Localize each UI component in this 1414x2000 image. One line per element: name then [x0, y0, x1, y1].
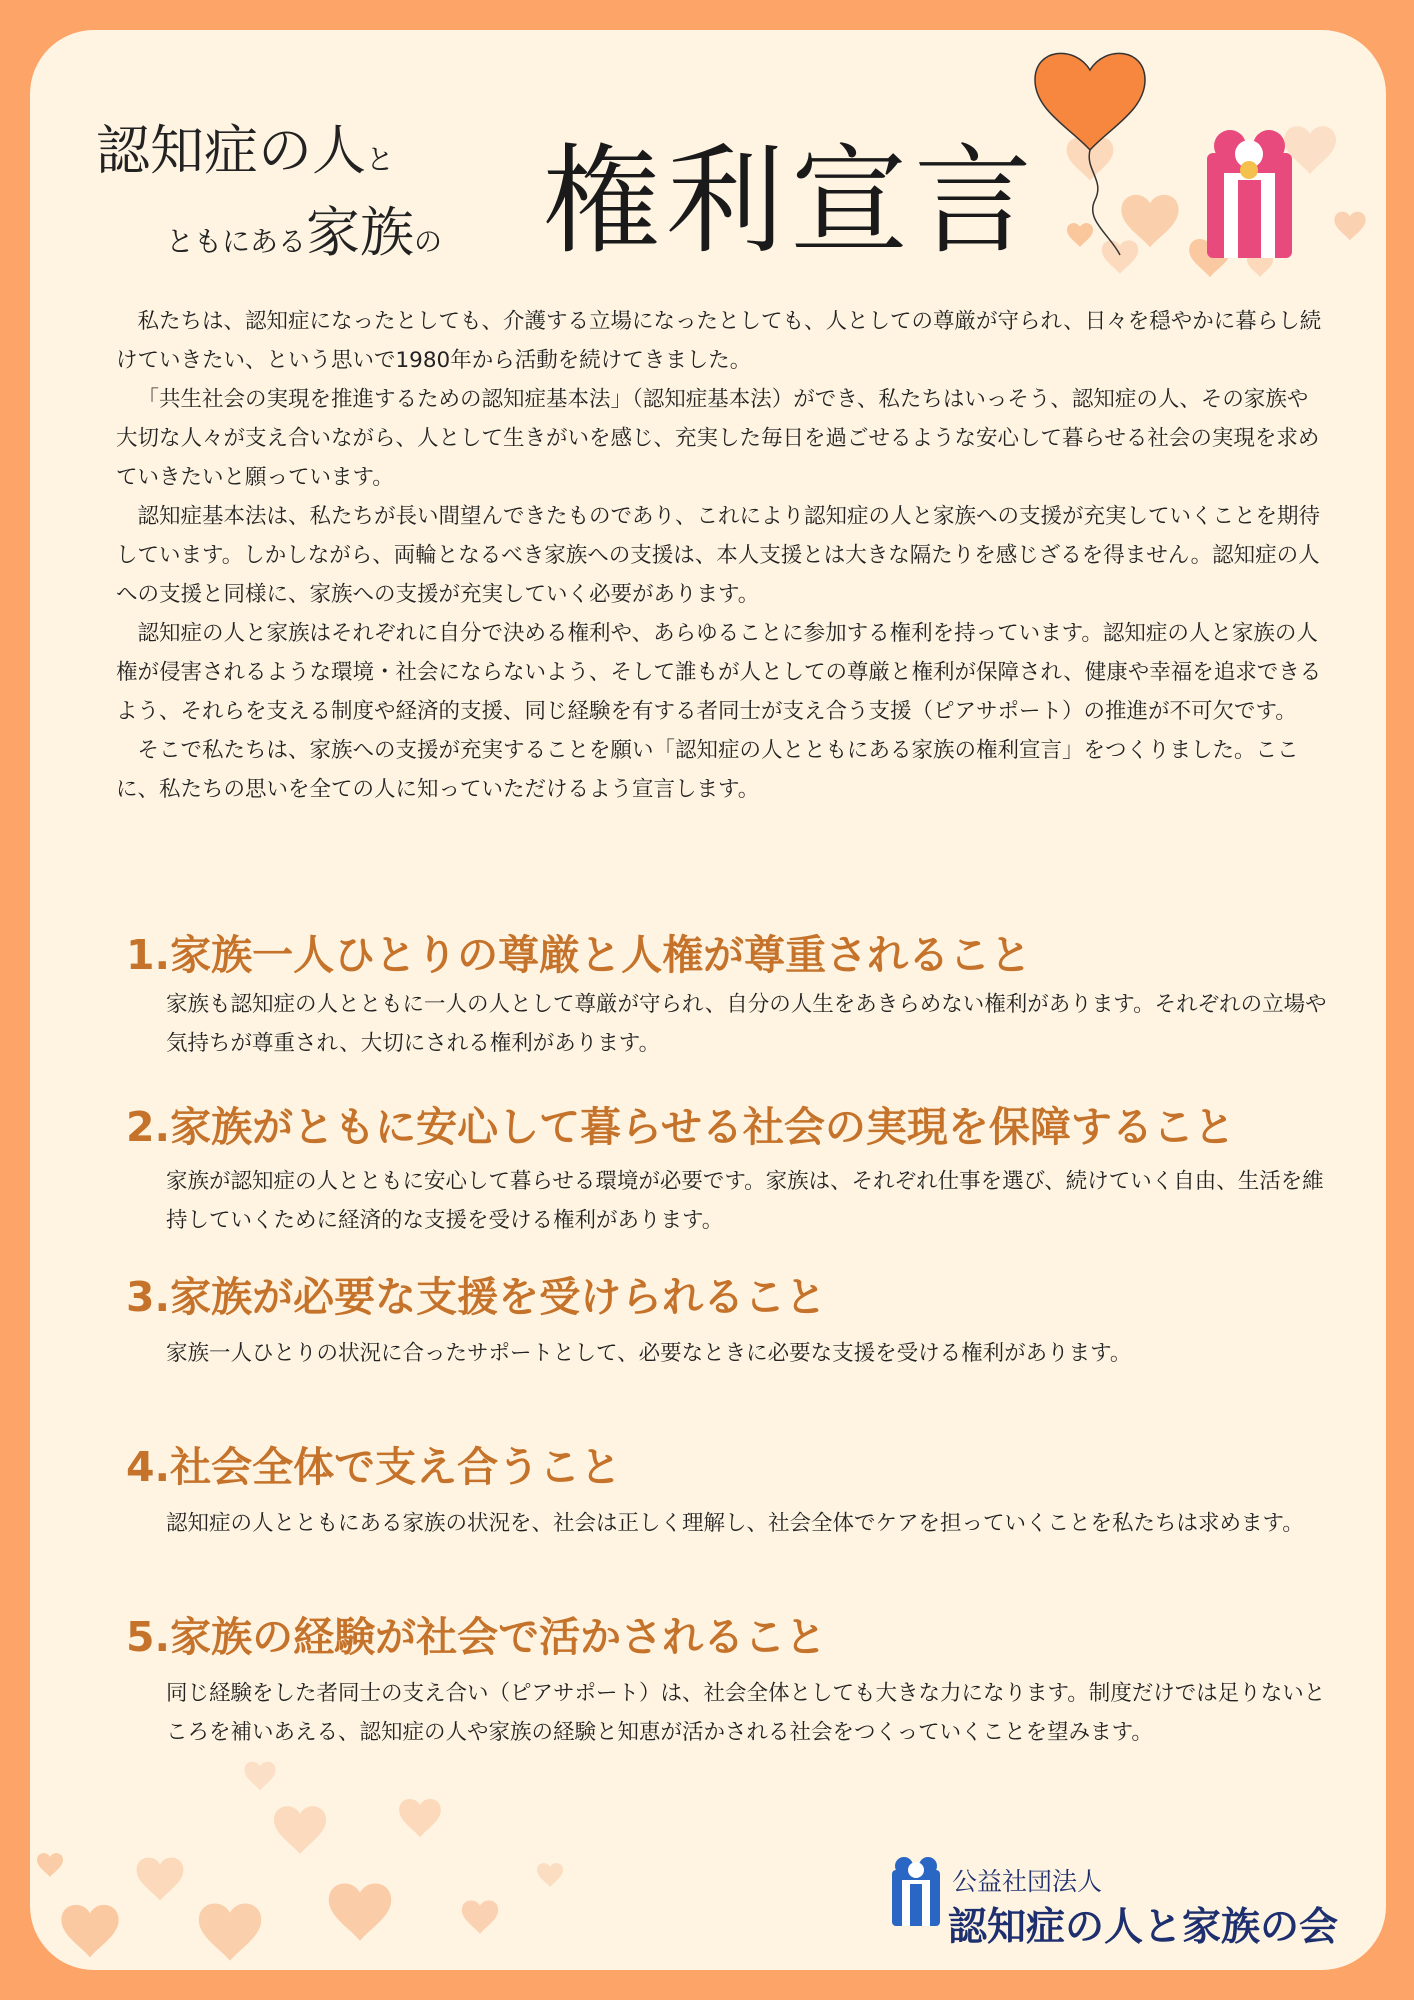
intro-paragraph: 認知症基本法は、私たちが長い間望んできたものであり、これにより認知症の人と家族への支援が充実していくことを期待しています。しかしながら、両輪となるべき家族への支援は、本人支援とは大きな隔たりを感じざるを得ません。認知症の人への支援と同様に、家族への支援が充実していく必要があります。	[116, 504, 1321, 607]
title-line1: 認知症の人と	[96, 119, 395, 182]
heart-balloon-icon	[1025, 40, 1155, 280]
section-heading-2: 2.家族がともに安心して暮らせる社会の実現を保障すること	[126, 1103, 1235, 1151]
section-body-2: 家族が認知症の人とともに安心して暮らせる環境が必要です。家族は、それぞれ仕事を選び、続けていく自由、生活を維持していくために経済的な支援を受ける権利があります。	[166, 1169, 1324, 1233]
org-type: 公益社団法人	[952, 1867, 1103, 1896]
section-body-1: 家族も認知症の人とともに一人の人として尊厳が守られ、自分の人生をあきらめない権利があります。それぞれの立場や気持ちが尊重され、大切にされる権利があります。	[166, 992, 1327, 1056]
section-heading-5: 5.家族の経験が社会で活かされること	[126, 1613, 827, 1661]
section-heading-4: 4.社会全体で支え合うこと	[126, 1443, 622, 1491]
section-body-5: 同じ経験をした者同士の支え合い（ピアサポート）は、社会全体としても大きな力になります。制度だけでは足りないところを補いあえる、認知症の人や家族の経験と知恵が活かされる社会をつくっていくことを望みます。	[166, 1681, 1326, 1745]
title-line2: ともにある家族の	[166, 201, 443, 264]
heart-cluster-bottom	[30, 1750, 630, 1970]
intro-paragraph: 「共生社会の実現を推進するための認知症基本法」（認知症基本法）ができ、私たちはいっそう、認知症の人、その家族や大切な人々が支え合いながら、人として生きがいを感じ、充実した毎日を過ごせるような安心して暮らせる社会の実現を求めていきたいと願っています。	[116, 387, 1320, 490]
section-heading-3: 3.家族が必要な支援を受けられること	[126, 1273, 827, 1321]
org-name: 認知症の人と家族の会	[948, 1905, 1339, 1950]
page-title: 権利宣言	[542, 132, 1039, 270]
section-heading-1: 1.家族一人ひとりの尊厳と人権が尊重されること	[126, 931, 1032, 979]
poster	[30, 30, 1386, 1970]
intro-paragraph: そこで私たちは、家族への支援が充実することを願い「認知症の人とともにある家族の権利宣言」をつくりました。ここに、私たちの思いを全ての人に知っていただけるよう宣言します。	[116, 738, 1299, 802]
section-body-4: 認知症の人とともにある家族の状況を、社会は正しく理解し、社会全体でケアを担っていくことを私たちは求めます。	[166, 1511, 1304, 1536]
intro-text	[116, 302, 1326, 809]
intro-paragraph: 私たちは、認知症になったとしても、介護する立場になったとしても、人としての尊厳が守られ、日々を穏やかに暮らし続けていきたい、という思いで1980年から活動を続けてきました。	[116, 309, 1322, 373]
section-body-3: 家族一人ひとりの状況に合ったサポートとして、必要なときに必要な支援を受ける権利があります。	[166, 1341, 1132, 1366]
org-logo-icon	[890, 1856, 942, 1928]
intro-paragraph: 認知症の人と家族はそれぞれに自分で決める権利や、あらゆることに参加する権利を持っています。認知症の人と家族の人権が侵害されるような環境・社会にならないよう、そして誰もが人としての尊厳と権利が保障され、健康や幸福を追求できるよう、それらを支える制度や経済的支援、同じ経験を有する者同士が支え合う支援（ピアサポート）の推進が不可欠です。	[116, 621, 1322, 724]
family-logo-icon	[1202, 128, 1297, 263]
